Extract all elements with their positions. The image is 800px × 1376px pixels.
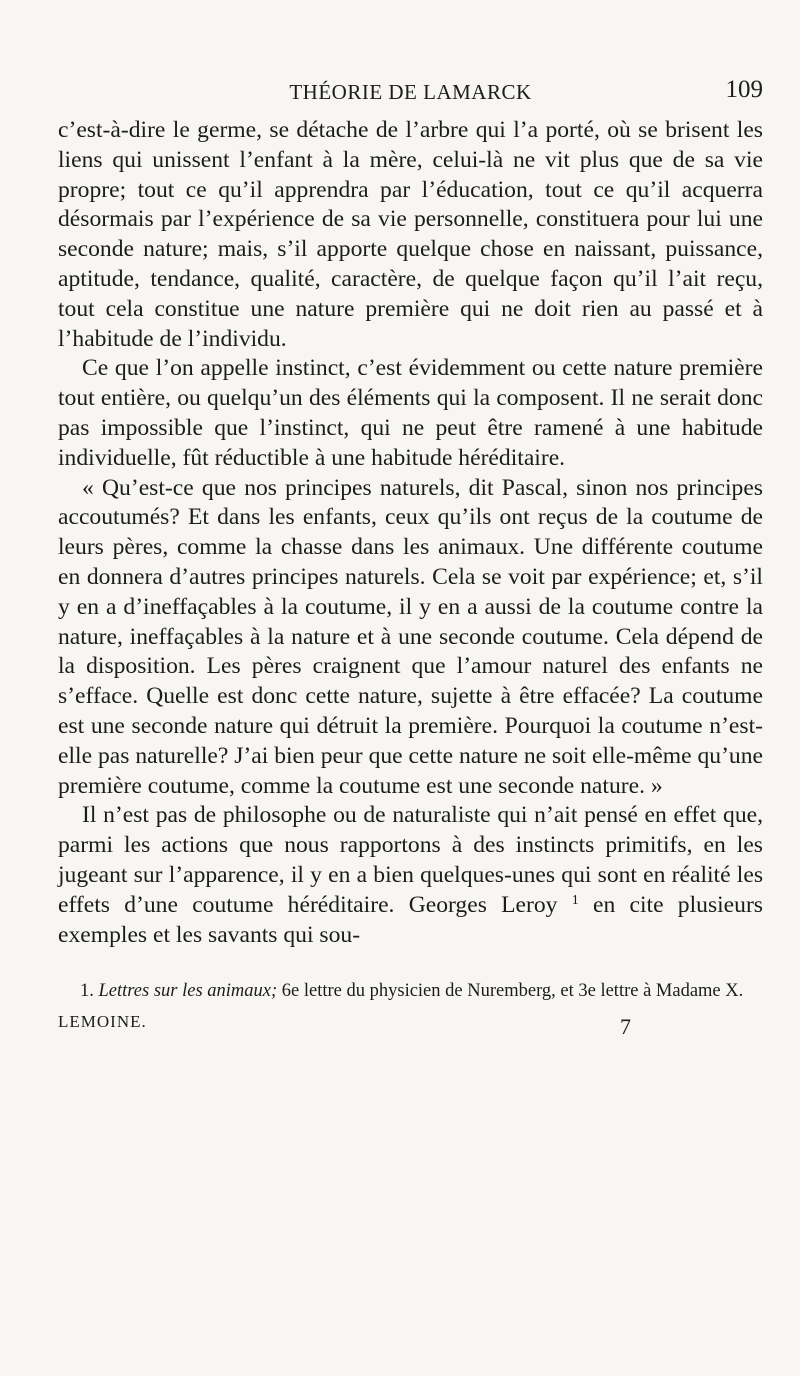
paragraph-text-after-ref: en cite plusieurs exemples et les savants qui sou- bbox=[58, 891, 763, 948]
body-text bbox=[58, 116, 763, 950]
signature-number: 7 bbox=[620, 1014, 632, 1040]
printer-signature: LEMOINE. bbox=[58, 1012, 147, 1032]
page-number: 109 bbox=[725, 76, 763, 103]
paragraph-pascal-quote: « Qu’est-ce que nos principes naturels, dit Pascal, sinon nos principes accoutumés? Et dans les enfants, ceux qu’ils ont reçus de la coutume de leurs pères, comme la chasse dans les animaux. Une différente coutume en donnera d’autres principes naturels. Cela se voit par expérience; et, s’il y en a d’ineffaçables à la coutume, il y en a aussi de la coutume contre la nature, ineffaçables à la nature et à une seconde coutume. Cela dépend de la disposition. Les pères craignent que l’amour naturel des enfants ne s’efface. Quelle est donc cette nature, sujette à être effacée? La coutume est une seconde nature qui détruit la première. Pourquoi la coutume n’est-elle pas naturelle? J’ai bien peur que cette nature ne soit elle-même qu’une première coutume, comme la coutume est une seconde nature. » bbox=[58, 474, 763, 799]
running-title: THÉORIE DE LAMARCK bbox=[289, 80, 532, 104]
running-head bbox=[58, 78, 763, 112]
paragraph-hereditary-habit bbox=[58, 801, 763, 950]
signature-line bbox=[58, 1012, 763, 1038]
book-page bbox=[58, 78, 763, 1358]
paragraph-text-before-ref: Il n’est pas de philosophe ou de naturaliste qui n’ait pensé en effet que, parmi les actions que nous rapportons à des instincts primitifs, en les jugeant sur l’apparence, il y en a bien quelques-unes qui sont en réalité les effets d’une coutume héréditaire. Georges Leroy bbox=[58, 802, 763, 918]
footnote-number: 1. bbox=[80, 981, 94, 1002]
footnote-title: Lettres sur les animaux; bbox=[98, 981, 278, 1002]
footnote-text: 6e lettre du physicien de Nuremberg, et 3e lettre à Madame X. bbox=[277, 981, 744, 1002]
footnote bbox=[58, 980, 763, 1002]
footnote-reference: 1 bbox=[571, 892, 579, 908]
paragraph-continuation: c’est-à-dire le germe, se détache de l’arbre qui l’a porté, où se brisent les liens qui unissent l’enfant à la mère, celui-là ne vit plus que de sa vie propre; tout ce qu’il apprendra par l’éducation, tout ce qu’il acquerra désormais par l’expérience de sa vie personnelle, constituera pour lui une seconde nature; mais, s’il apporte quelque chose en naissant, puissance, aptitude, tendance, qualité, caractère, de quelque façon qu’il l’ait reçu, tout cela constitue une nature première qui ne doit rien au passé et à l’habitude de l’individu. bbox=[58, 117, 763, 352]
paragraph-instinct: Ce que l’on appelle instinct, c’est évidemment ou cette nature première tout entière, ou quelqu’un des éléments qui la composent. Il ne serait donc pas impossible que l’instinct, qui ne peut être ramené à une habitude individuelle, fût réductible à une habitude héréditaire. bbox=[58, 355, 763, 471]
